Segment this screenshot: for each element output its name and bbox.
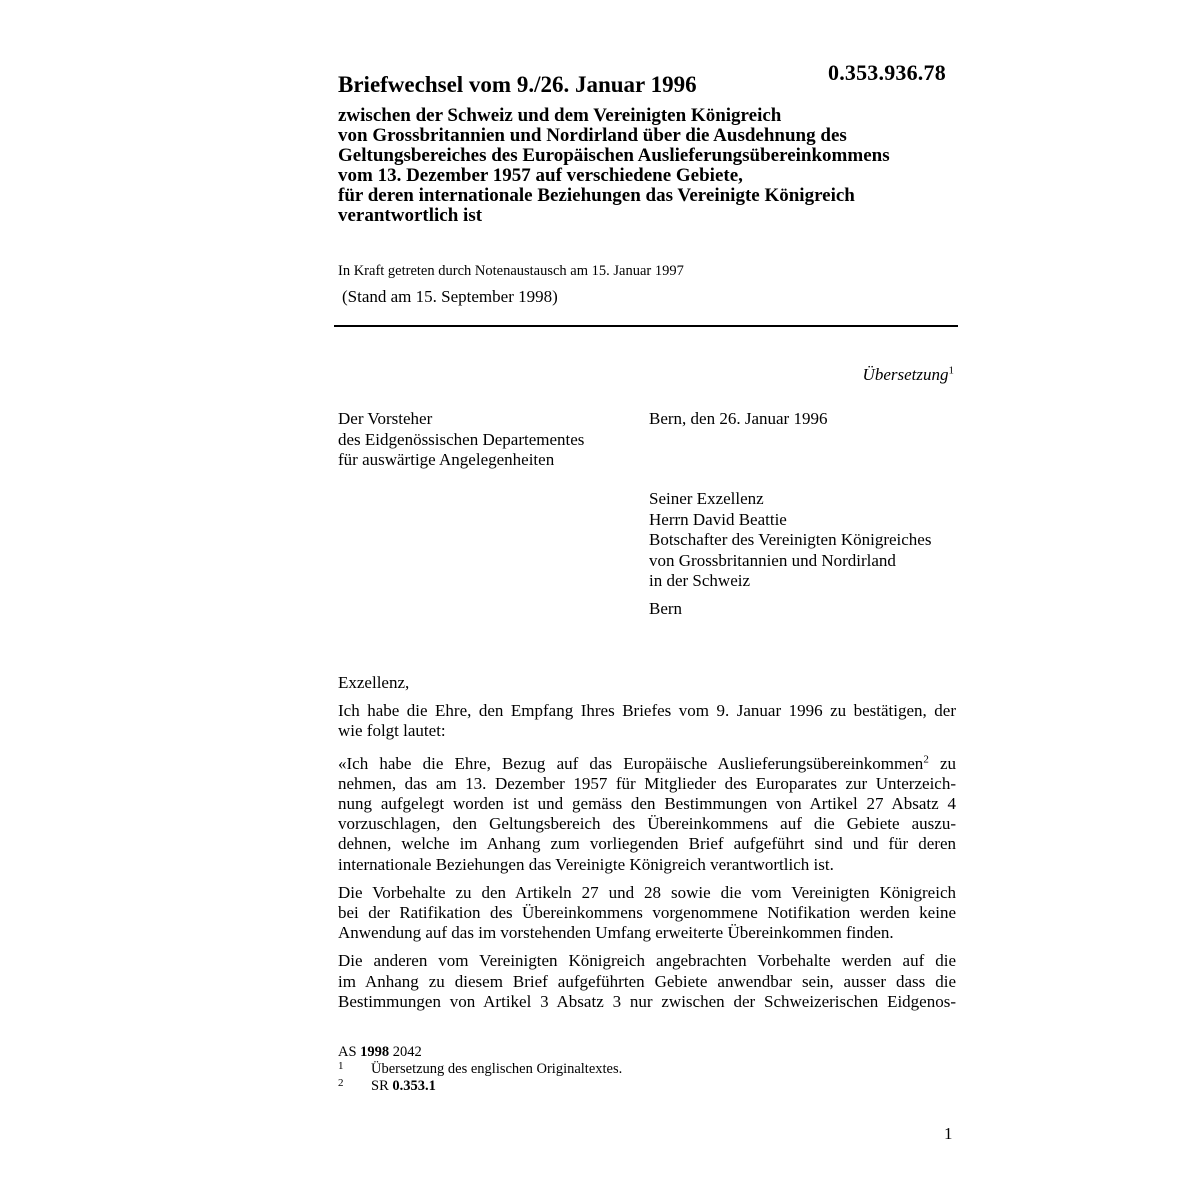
- text-line: bei der Ratifikation des Übereinkommens vorgenommene Notifikation werden keine: [338, 903, 956, 923]
- text-fragment: zu: [928, 753, 957, 773]
- recipient-line: von Grossbritannien und Nordirland: [649, 550, 896, 570]
- footnote-text: Übersetzung des englischen Originaltextes.: [371, 1061, 623, 1077]
- text-line: [338, 754, 956, 774]
- reservations-paragraph: [338, 883, 956, 944]
- text-line: dehnen, welche im Anhang zum vorliegenden Brief aufgeführt sind und für deren: [338, 834, 956, 854]
- footnotes: [338, 1044, 622, 1095]
- subtitle-line: Geltungsbereiches des Europäischen Auslieferungsübereinkommens: [338, 145, 890, 166]
- as-prefix: AS: [338, 1044, 361, 1060]
- recipient-line: Seiner Exzellenz: [649, 489, 764, 508]
- footnote-ref: 2: [923, 752, 929, 765]
- translation-label: Übersetzung: [862, 365, 949, 384]
- recipient-line: Herrn David Beattie: [649, 509, 787, 529]
- subtitle-line: zwischen der Schweiz und dem Vereinigten Königreich: [338, 105, 782, 126]
- as-page: 2042: [389, 1044, 422, 1060]
- text-line: internationale Beziehungen das Vereinigte Königreich verantwortlich ist.: [338, 854, 834, 874]
- text-line: nehmen, das am 13. Dezember 1957 für Mitglieder des Europarates zur Unterzeich-: [338, 773, 956, 793]
- footnote-number: 1: [338, 1060, 344, 1072]
- document-subtitle: [338, 106, 958, 226]
- sender-line: Der Vorsteher: [338, 409, 433, 428]
- footnote-ref: 1: [948, 364, 954, 377]
- text-line: im Anhang zu diesem Brief aufgeführten Gebiete anwendbar sein, ausser dass die: [338, 971, 956, 991]
- translation-note: [863, 365, 954, 385]
- quoted-paragraph: [338, 754, 956, 875]
- subtitle-line: verantwortlich ist: [338, 205, 483, 226]
- text-line: Ich habe die Ehre, den Empfang Ihres Briefes vom 9. Januar 1996 zu bestätigen, der: [338, 701, 956, 721]
- salutation: Exzellenz,: [338, 673, 410, 692]
- text-line: Die Vorbehalte zu den Artikeln 27 und 28 sowie die vom Vereinigten Königreich: [338, 882, 956, 902]
- text-fragment: «Ich habe die Ehre, Bezug auf das Europäische Auslieferungsübereinkommen: [338, 753, 924, 773]
- place-date-line: Bern, den 26. Januar 1996: [649, 409, 828, 428]
- page-number: 1: [944, 1124, 953, 1143]
- document-title: Briefwechsel vom 9./26. Januar 1996: [338, 72, 697, 97]
- subtitle-line: von Grossbritannien und Nordirland über die Ausdehnung des: [338, 125, 847, 146]
- text-line: wie folgt lautet:: [338, 721, 446, 741]
- as-year: 1998: [360, 1044, 390, 1060]
- footnote-item: [338, 1078, 622, 1095]
- in-force-note: In Kraft getreten durch Notenaustausch am 15. Januar 1997: [338, 263, 684, 279]
- recipient-line: in der Schweiz: [649, 571, 751, 590]
- recipient-city: Bern: [649, 599, 683, 618]
- footnote-number: 2: [338, 1077, 344, 1089]
- text-line: Anwendung auf das im vorstehenden Umfang erweiterte Übereinkommen finden.: [338, 923, 894, 943]
- sr-number: 0.353.936.78: [828, 60, 946, 85]
- as-reference: [338, 1044, 622, 1061]
- subtitle-line: vom 13. Dezember 1957 auf verschiedene Gebiete,: [338, 165, 743, 186]
- sender-line: des Eidgenössischen Departementes: [338, 429, 585, 449]
- other-reservations-paragraph: [338, 951, 956, 1012]
- text-line: Die anderen vom Vereinigten Königreich angebrachten Vorbehalte werden auf die: [338, 951, 956, 971]
- text-line: vorzuschlagen, den Geltungsbereich des Übereinkommens auf die Gebiete auszu-: [338, 814, 956, 834]
- letter-body: [338, 673, 956, 1020]
- subtitle-line: für deren internationale Beziehungen das Vereinigte Königreich: [338, 185, 855, 206]
- header-divider: [334, 325, 958, 327]
- sender-line: für auswärtige Angelegenheiten: [338, 450, 555, 469]
- sender-block: [338, 409, 584, 471]
- status-note: (Stand am 15. September 1998): [342, 287, 558, 306]
- footnote-sr-number: 0.353.1: [392, 1078, 436, 1094]
- recipient-line: Botschafter des Vereinigten Königreiches: [649, 530, 932, 549]
- footnote-prefix: SR: [371, 1078, 393, 1094]
- footnote-item: [338, 1061, 622, 1078]
- text-line: Bestimmungen von Artikel 3 Absatz 3 nur zwischen der Schweizerischen Eidgenos-: [338, 991, 956, 1011]
- footnote-text: [371, 1078, 436, 1095]
- text-line: nung aufgelegt worden ist und gemäss den Bestimmungen von Artikel 27 Absatz 4: [338, 794, 956, 814]
- intro-paragraph: [338, 701, 956, 741]
- recipient-block: [649, 489, 931, 592]
